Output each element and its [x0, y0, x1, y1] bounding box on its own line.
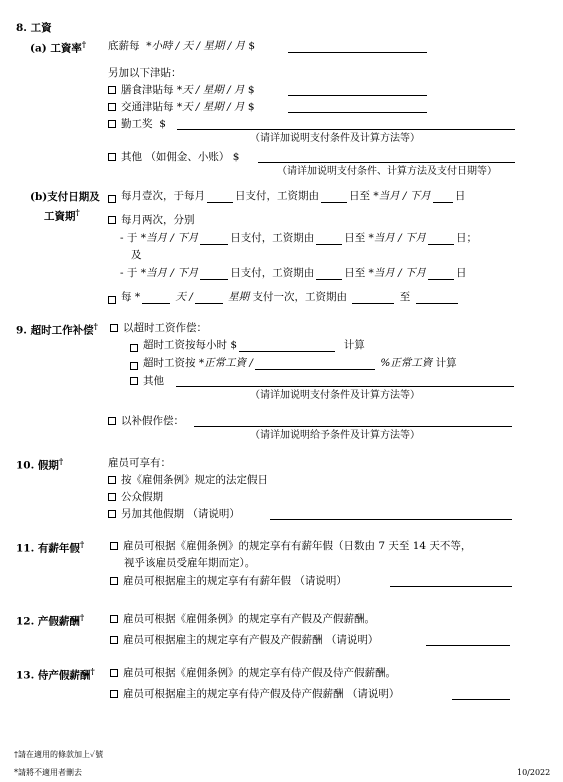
meal-allowance-option[interactable]: 膳食津貼每 *天 / 星期 / 月 $ — [108, 84, 255, 97]
monthly-twice-checkbox[interactable] — [108, 216, 116, 224]
allowance-intro: 另加以下津貼： — [108, 67, 182, 79]
transport-allowance-option[interactable]: 交通津貼每 *天 / 星期 / 月 $ — [108, 101, 255, 114]
twice-second-end-field[interactable] — [428, 268, 454, 280]
twice-first-start-field[interactable] — [316, 233, 342, 245]
custom-period-option[interactable]: 每 * 天 / 星期 支付一次，工资期由 至 — [108, 291, 460, 304]
maternity-statutory-checkbox[interactable] — [110, 615, 118, 623]
annual-leave-employer-option[interactable]: 雇员可根据雇主的规定享有有薪年假 （请说明） — [110, 575, 347, 588]
comp-leave-note: （请详加说明给予条件及计算方法等） — [250, 430, 420, 441]
other-pay-note: （请详加说明支付条件、计算方法及支付日期等） — [277, 166, 497, 177]
other-pay-field[interactable] — [258, 162, 515, 163]
maternity-employer-field[interactable] — [426, 645, 510, 646]
section-10-title: 10. 假期† — [16, 456, 64, 472]
other-pay-checkbox[interactable] — [108, 153, 116, 161]
meal-allowance-field[interactable] — [288, 95, 427, 96]
annual-leave-employer-field[interactable] — [390, 586, 512, 587]
other-holiday-field[interactable] — [270, 519, 512, 520]
comp-leave-field[interactable] — [194, 426, 512, 427]
paternity-statutory-checkbox[interactable] — [110, 669, 118, 677]
monthly-once-option[interactable]: 每月壹次，于每月 日支付，工资期由 日至 *当月 / 下月 日 — [108, 190, 465, 203]
ot-hourly-option[interactable]: 超时工资按每小时 $ 计算 — [130, 339, 365, 352]
period-end-field[interactable] — [433, 191, 453, 203]
section-9-title: 9. 超时工作补偿† — [16, 321, 98, 337]
monthly-once-checkbox[interactable] — [108, 195, 116, 203]
annual-leave-employer-checkbox[interactable] — [110, 577, 118, 585]
paternity-statutory-option[interactable]: 雇员可根据《雇佣条例》的规定享有侍产假及侍产假薪酬。 — [110, 667, 396, 680]
and-text: 及 — [131, 249, 142, 261]
paternity-employer-checkbox[interactable] — [110, 690, 118, 698]
ot-percent-checkbox[interactable] — [130, 362, 138, 370]
ot-percent-option[interactable]: 超时工资按 *正常工資 / %正常工資 计算 — [130, 357, 457, 370]
paternity-employer-field[interactable] — [452, 699, 510, 700]
wage-rate-label: (a) 工資率† — [30, 39, 87, 55]
annual-leave-statutory-checkbox[interactable] — [110, 542, 118, 550]
pay-day-field[interactable] — [207, 191, 233, 203]
bonus-field[interactable] — [177, 129, 515, 130]
base-pay-line: 底薪每 *小時 / 天 / 星期 / 月 $ — [108, 40, 256, 52]
paternity-employer-option[interactable]: 雇员可根据雇主的规定享有侍产假及侍产假薪酬 （请说明） — [110, 688, 399, 701]
holiday-intro: 雇员可享有： — [108, 457, 171, 469]
ot-other-field[interactable] — [176, 386, 514, 387]
comp-leave-checkbox[interactable] — [108, 417, 116, 425]
other-pay-option[interactable]: 其他 （如佣金、小账） $ — [108, 151, 239, 164]
maternity-employer-option[interactable]: 雇员可根据雇主的规定享有产假及产假薪酬 （请说明） — [110, 634, 378, 647]
twice-second-line: - 于 *当月 / 下月 日支付，工资期由 日至 *当月 / 下月 日 — [120, 267, 467, 279]
twice-second-start-field[interactable] — [316, 268, 342, 280]
custom-week-field[interactable] — [195, 292, 223, 304]
meal-checkbox[interactable] — [108, 86, 116, 94]
comp-leave-option[interactable]: 以补假作偿： — [108, 415, 184, 428]
ot-other-checkbox[interactable] — [130, 377, 138, 385]
statutory-holiday-checkbox[interactable] — [108, 476, 116, 484]
twice-second-day-field[interactable] — [200, 268, 228, 280]
ot-hourly-field[interactable] — [239, 340, 335, 352]
pay-period-label: 工資期† — [44, 207, 80, 223]
base-pay-field[interactable] — [288, 52, 427, 53]
bonus-option[interactable]: 勤工奖 $ — [108, 118, 166, 131]
maternity-statutory-option[interactable]: 雇员可根据《雇佣条例》的规定享有产假及产假薪酬。 — [110, 613, 375, 626]
bonus-note: （请详加说明支付条件及计算方法等） — [250, 133, 420, 144]
ot-other-note: （请详加说明支付条件及计算方法等） — [250, 390, 420, 401]
annual-leave-statutory-option[interactable]: 雇员可根据《雇佣条例》的规定享有有薪年假（日数由 7 天至 14 天不等， — [110, 540, 471, 553]
section-11-title: 11. 有薪年假† — [16, 539, 85, 555]
custom-start-field[interactable] — [352, 292, 394, 304]
pay-date-label: (b)支付日期及 — [30, 191, 100, 203]
transport-checkbox[interactable] — [108, 103, 116, 111]
custom-period-checkbox[interactable] — [108, 296, 116, 304]
public-holiday-option[interactable]: 公众假期 — [108, 491, 163, 504]
section-12-title: 12. 产假薪酬† — [16, 612, 85, 628]
custom-end-field[interactable] — [416, 292, 458, 304]
annual-leave-statutory-cont: 视乎该雇员受雇年期而定）。 — [124, 557, 256, 569]
footer-delete-note: *請將不適用者刪去 — [14, 768, 82, 777]
section-13-title: 13. 侍产假薪酬† — [16, 666, 95, 682]
twice-first-line: - 于 *当月 / 下月 日支付，工资期由 日至 *当月 / 下月 日 ； — [120, 232, 478, 244]
period-start-field[interactable] — [321, 191, 347, 203]
twice-first-end-field[interactable] — [428, 233, 454, 245]
public-holiday-checkbox[interactable] — [108, 493, 116, 501]
twice-first-day-field[interactable] — [200, 233, 228, 245]
ot-other-option[interactable]: 其他 — [130, 375, 164, 388]
ot-percent-field[interactable] — [255, 358, 375, 370]
section-8-title: 8. 工資 — [16, 22, 52, 34]
transport-allowance-field[interactable] — [288, 112, 427, 113]
statutory-holiday-option[interactable]: 按《雇佣条例》规定的法定假日 — [108, 474, 268, 487]
bonus-checkbox[interactable] — [108, 120, 116, 128]
maternity-employer-checkbox[interactable] — [110, 636, 118, 644]
ot-pay-checkbox[interactable] — [110, 324, 118, 332]
other-holiday-checkbox[interactable] — [108, 510, 116, 518]
footer-tick-note: †請在適用的條款加上✓號 — [14, 750, 104, 759]
ot-pay-option[interactable]: 以超时工资作偿： — [110, 322, 207, 335]
form-date: 10/2022 — [517, 768, 551, 777]
ot-hourly-checkbox[interactable] — [130, 344, 138, 352]
custom-day-field[interactable] — [142, 292, 170, 304]
monthly-twice-option[interactable]: 每月两次，分别 — [108, 214, 195, 227]
other-holiday-option[interactable]: 另加其他假期 （请说明） — [108, 508, 240, 521]
